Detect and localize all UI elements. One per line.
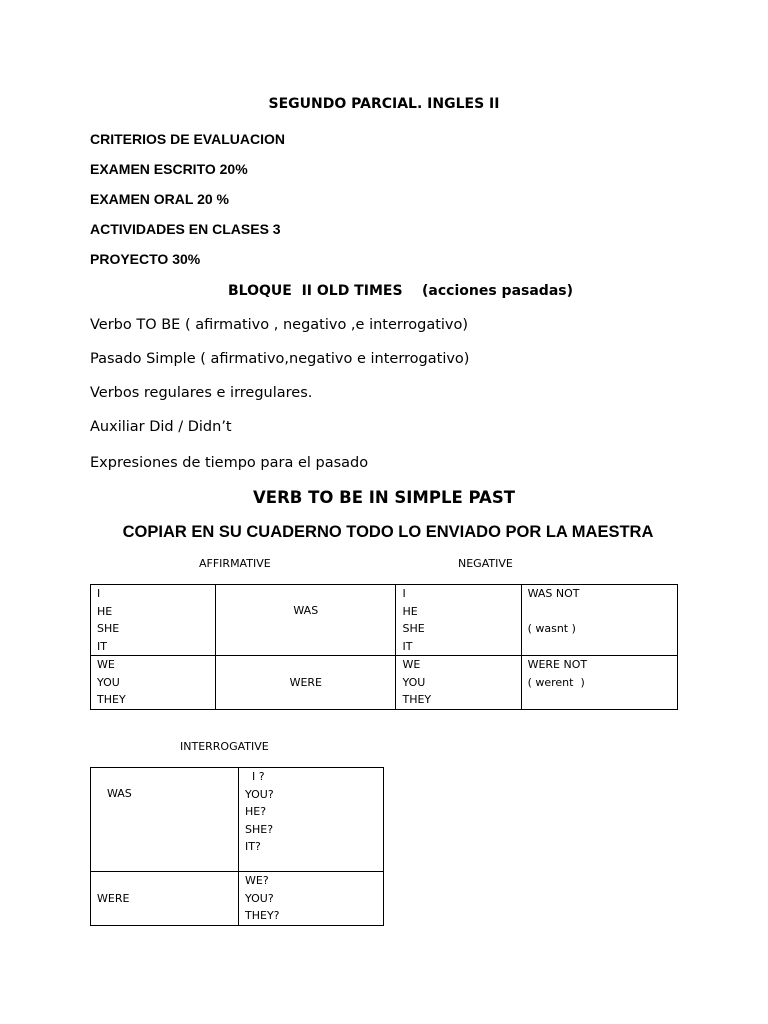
negative-label: NEGATIVE [458, 557, 513, 570]
interrogative-label: INTERROGATIVE [180, 740, 269, 753]
interrogative-aux: WAS [107, 787, 132, 800]
affirmative-label: AFFIRMATIVE [199, 557, 271, 570]
question: YOU? [245, 787, 274, 801]
topic-to-be: Verbo TO BE ( afirmativo , negativo ,e interrogativo) [90, 317, 469, 333]
pronoun: WE [402, 658, 421, 671]
question: IT? [245, 840, 261, 853]
pronoun: IT [97, 639, 107, 653]
pronoun: YOU [97, 675, 120, 689]
affirmative-verb: WERE [289, 675, 322, 689]
affirmative-verb: WAS [293, 604, 319, 617]
pronoun: SHE [402, 622, 425, 635]
table-row [91, 768, 384, 872]
topic-simple-past: Pasado Simple ( afirmativo,negativo e interrogativo) [90, 351, 470, 367]
topic-auxiliar-did: Auxiliar Did / Didn’t [90, 419, 232, 435]
affirmative-negative-table [90, 584, 678, 710]
question: THEY? [245, 909, 280, 922]
pronoun: HE [402, 604, 418, 618]
affirmative-pronouns-cell [91, 656, 216, 710]
pronoun: THEY [97, 693, 126, 706]
pronoun: IT [402, 639, 413, 653]
pronoun: I [97, 587, 101, 600]
document-title: SEGUNDO PARCIAL. INGLES II [268, 96, 500, 112]
criteria-item-class-activities: ACTIVIDADES EN CLASES 3 [90, 221, 281, 237]
pronoun: I [402, 587, 406, 600]
question: WE? [245, 874, 269, 887]
pronoun: THEY [402, 693, 432, 706]
affirmative-pronouns-cell [91, 585, 216, 656]
interrogative-aux-cell [91, 768, 239, 872]
question: YOU? [245, 891, 274, 905]
question: SHE? [245, 822, 274, 836]
negative-verb-cell [521, 585, 677, 656]
criteria-item-project: PROYECTO 30% [90, 251, 201, 267]
table-row [91, 872, 384, 926]
interrogative-table [90, 767, 384, 926]
table-row [91, 656, 678, 710]
negative-contraction: ( werent ) [527, 675, 585, 689]
pronoun: SHE [97, 622, 120, 635]
topic-regular-irregular: Verbos regulares e irregulares. [90, 385, 313, 401]
copy-instruction: COPIAR EN SU CUADERNO TODO LO ENVIADO POR LA MAESTRA [122, 523, 654, 541]
negative-verb: WERE NOT [527, 658, 588, 671]
criteria-item-oral-exam: EXAMEN ORAL 20 % [90, 191, 229, 207]
negative-pronouns-cell [396, 656, 521, 710]
interrogative-questions-cell [239, 872, 384, 926]
negative-verb: WAS NOT [527, 587, 580, 600]
interrogative-aux-cell [91, 872, 239, 926]
question: HE? [245, 805, 267, 818]
criteria-heading: CRITERIOS DE EVALUACION [90, 131, 285, 147]
topic-time-expressions: Expresiones de tiempo para el pasado [90, 455, 369, 471]
pronoun: YOU [402, 675, 426, 689]
table-row [91, 585, 678, 656]
bloque-heading: BLOQUE II OLD TIMES (acciones pasadas) [228, 283, 573, 299]
affirmative-verb-cell [216, 656, 396, 710]
negative-pronouns-cell [396, 585, 521, 656]
pronoun: WE [97, 658, 115, 671]
pronoun: HE [97, 604, 113, 618]
verb-to-be-title: VERB TO BE IN SIMPLE PAST [253, 488, 515, 507]
negative-verb-cell [521, 656, 677, 710]
question: I ? [245, 770, 265, 783]
interrogative-aux: WERE [97, 891, 130, 905]
criteria-item-written-exam: EXAMEN ESCRITO 20% [90, 161, 248, 177]
affirmative-verb-cell [216, 585, 396, 656]
interrogative-questions-cell [239, 768, 384, 872]
negative-contraction: ( wasnt ) [527, 622, 576, 635]
